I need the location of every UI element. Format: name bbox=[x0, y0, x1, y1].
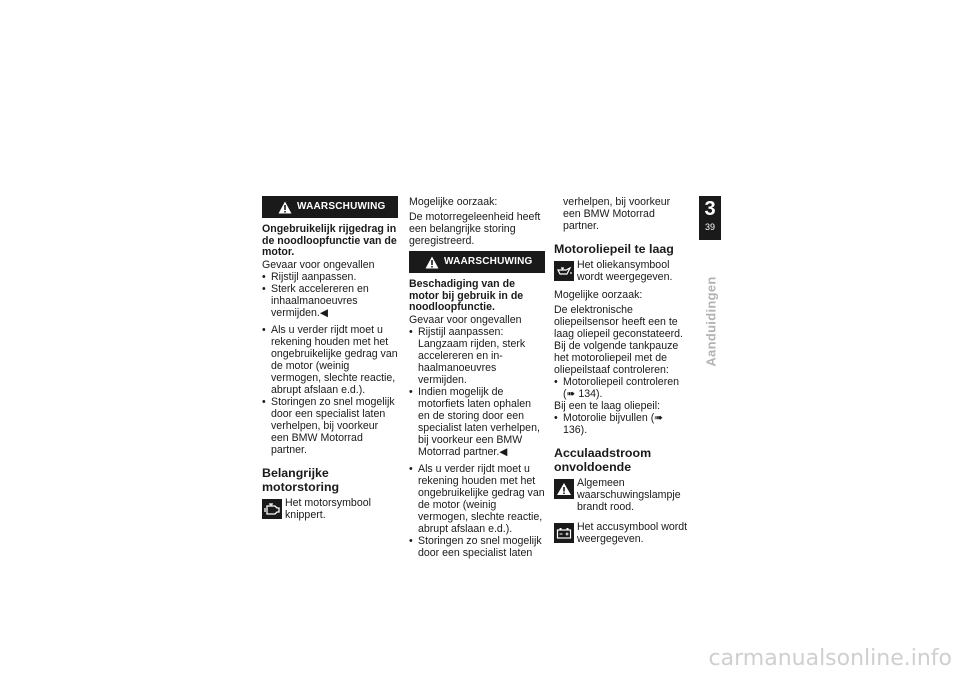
cause-text: De elektronische oliepeilsensor heeft een te laag oliepeil geconstateerd. Bij de volgende tankpauze het motoroliepeil met de oliepeilstaaf controleren: bbox=[554, 304, 683, 376]
list-item: • Als u verder rijdt moet u rekening houden met het ongebruikelijke gedrag van de motor (weinig vermogen, slechte reactie, abrupt afslaan e.d.). bbox=[409, 463, 545, 535]
engine-icon-text: Het motorsymbool knippert. bbox=[285, 496, 371, 521]
list-item: • Sterk accelereren en inhaalmanoeuvres vermijden.◀ bbox=[262, 283, 398, 319]
battery-icon bbox=[554, 523, 574, 543]
oil-icon-text: Het oliekansymbool wordt weergegeven. bbox=[577, 259, 673, 283]
list-item: • Rijstijl aanpassen. bbox=[262, 271, 398, 283]
danger-list bbox=[409, 326, 545, 458]
danger-list bbox=[262, 271, 398, 319]
list-item bbox=[554, 376, 690, 400]
watermark: carmanualsonline.info bbox=[708, 646, 952, 671]
danger-intro: Gevaar voor ongevallen bbox=[262, 258, 375, 271]
warn-icon-text: Algemeen waarschuwingslampje brandt rood. bbox=[577, 477, 681, 513]
page-number: 39 bbox=[704, 222, 715, 232]
section-title: Belangrijke motorstoring bbox=[262, 465, 340, 494]
danger-intro: Gevaar voor ongevallen bbox=[409, 313, 522, 326]
bullet-list bbox=[262, 324, 398, 456]
column-2 bbox=[409, 196, 545, 559]
fill-list bbox=[554, 412, 690, 436]
cause-label: Mogelijke oorzaak: bbox=[554, 289, 643, 301]
cause-text: De motorregeleenheid heeft een belangrijke storing geregistreerd. bbox=[409, 211, 541, 247]
icon-row bbox=[554, 477, 690, 513]
engine-icon bbox=[262, 499, 282, 519]
list-item: • Rijstijl aanpassen: Langzaam rijden, sterk accelereren en inhaalmanoeuvres vermijden. bbox=[409, 326, 545, 386]
oil-can-icon bbox=[554, 261, 574, 281]
icon-row bbox=[262, 497, 398, 521]
check-ref: (➠ 134). bbox=[563, 388, 603, 400]
column-3 bbox=[554, 196, 690, 545]
chapter-tab bbox=[699, 196, 721, 240]
side-title bbox=[691, 276, 731, 366]
warning-banner bbox=[262, 196, 398, 218]
list-item: • Motorolie bijvullen (➠ 136). bbox=[554, 412, 690, 436]
warning-label: WAARSCHUWING bbox=[444, 256, 533, 267]
battery-icon-text: Het accusymbool wordt weergegeven. bbox=[577, 521, 688, 545]
column-1 bbox=[262, 196, 398, 521]
check-item: Motoroliepeil controleren bbox=[563, 376, 680, 388]
check-list bbox=[554, 376, 690, 400]
icon-row bbox=[554, 521, 690, 545]
warning-label: WAARSCHUWING bbox=[297, 201, 386, 212]
chapter-number: 3 bbox=[704, 198, 716, 220]
section-title: Acculaadstroom onvoldoende bbox=[554, 446, 652, 474]
cause-label: Mogelijke oorzaak: bbox=[409, 196, 498, 208]
icon-row bbox=[554, 259, 690, 283]
warning-triangle-icon bbox=[554, 479, 574, 499]
list-item: • Storingen zo snel mogelijk door een specialist laten verhelpen, bij voorkeur een BMW Motorrad partner. bbox=[262, 396, 398, 456]
warning-title: Ongebruikelijk rijgedrag in de noodloopfunctie van de motor. bbox=[262, 223, 397, 258]
continued-text: verhelpen, bij voorkeur een BMW Motorrad partner. bbox=[563, 196, 671, 232]
warning-triangle-icon bbox=[266, 201, 292, 214]
warning-triangle-icon bbox=[413, 256, 439, 269]
bullet-list bbox=[409, 463, 545, 559]
list-item: • Storingen zo snel mogelijk door een specialist laten bbox=[409, 535, 545, 559]
warning-title: Beschadiging van de motor bij gebruik in de noodloopfunctie. bbox=[409, 278, 524, 313]
warning-banner bbox=[409, 251, 545, 273]
section-title: Motoroliepeil te laag bbox=[554, 242, 674, 256]
low-label: Bij een te laag oliepeil: bbox=[554, 400, 661, 412]
list-item: • Als u verder rijdt moet u rekening houden met het ongebruikelijke gedrag van de motor (weinig vermogen, slechte reactie, abrupt afslaan e.d.). bbox=[262, 324, 398, 396]
side-title-text: Aanduidingen bbox=[703, 275, 719, 367]
list-item: • Indien mogelijk de motorfiets laten ophalen en de storing door een specialist laten verhelpen, bij voorkeur een BMW Motorrad partner.◀ bbox=[409, 386, 545, 458]
